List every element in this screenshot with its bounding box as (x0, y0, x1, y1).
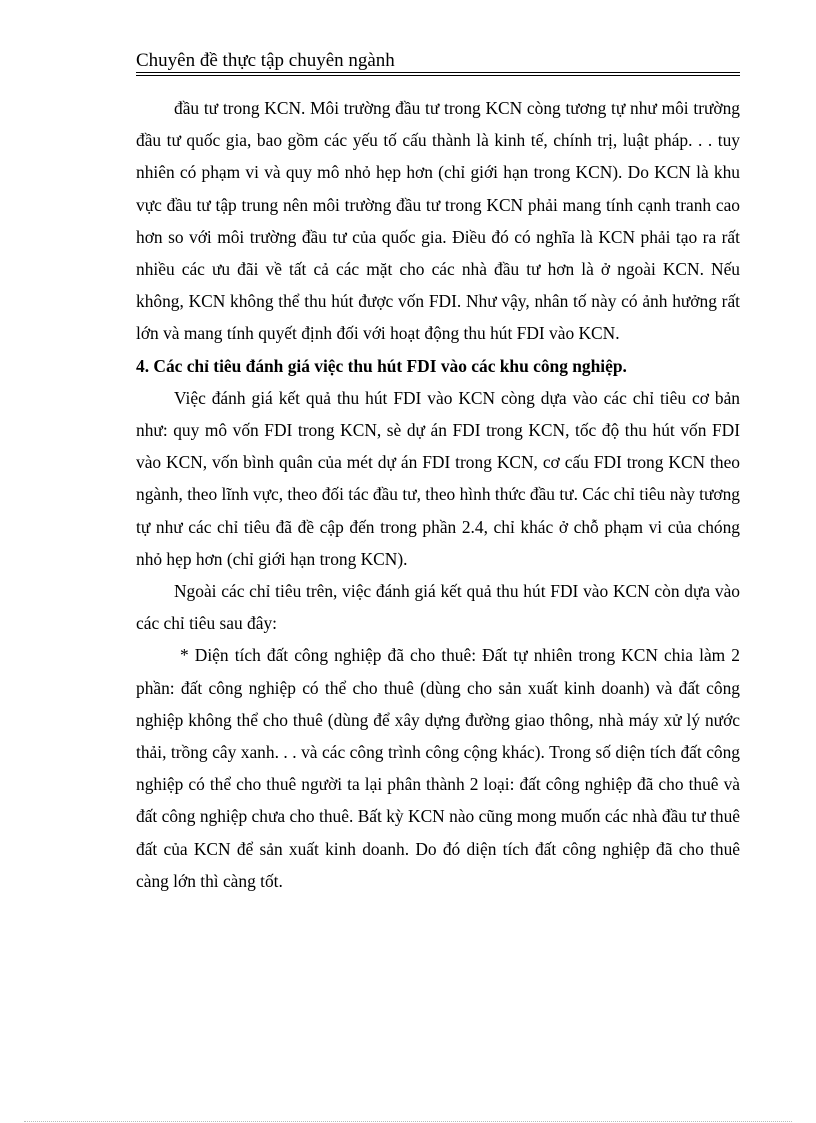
running-header: Chuyên đề thực tập chuyên ngành (136, 50, 395, 71)
section-heading: 4. Các chỉ tiêu đánh giá việc thu hút FDI vào các khu công nghiệp. (136, 355, 627, 376)
paragraph-leased-land: * Diện tích đất công nghiệp đã cho thuê: Đất tự nhiên trong KCN chia làm 2 phần: đất công nghiệp có thể cho thuê (dùng cho sản xuất kinh doanh) và đất công nghiệp không thể cho thuê (dùng để xây dựng đường giao thông, nhà máy xử lý nước thải, trồng cây xanh. . . và các công trình công cộng khác). Trong số diện tích đất công nghiệp có thể cho thuê người ta lại phân thành 2 loại: đất công nghiệp đã cho thuê và đất công nghiệp chưa cho thuê. Bất kỳ KCN nào cũng mong muốn các nhà đầu tư thuê đất của KCN để sản xuất kinh doanh. Do đó diện tích đất công nghiệp đã cho thuê càng lớn thì càng tốt. (136, 645, 740, 891)
document-body (136, 92, 740, 897)
page-bottom-border (24, 1121, 792, 1122)
paragraph-additional-indicators: Ngoài các chỉ tiêu trên, việc đánh giá kết quả thu hút FDI vào KCN còn dựa vào các chỉ tiêu sau đây: (136, 581, 740, 634)
paragraph-continuation: đầu tư trong KCN. Môi trường đầu tư trong KCN còng tương tự như môi trường đầu tư quốc gia, bao gồm các yếu tố cấu thành là kinh tế, chính trị, luật pháp. . . tuy nhiên có phạm vi và quy mô nhỏ hẹp hơn (chỉ giới hạn trong KCN). Do KCN là khu vực đầu tư tập trung nên môi trường đầu tư trong KCN phải mang tính cạnh tranh cao hơn so với môi trường đầu tư của quốc gia. Điều đó có nghĩa là KCN phải tạo ra rất nhiều các ưu đãi về tất cả các mặt cho các nhà đầu tư hơn là ở ngoài KCN. Nếu không, KCN không thể thu hút được vốn FDI. Như vậy, nhân tố này có ảnh hưởng rất lớn và mang tính quyết định đối với hoạt động thu hút FDI vào KCN. (136, 98, 740, 344)
header-rule-top (136, 72, 740, 73)
paragraph-indicators: Việc đánh giá kết quả thu hút FDI vào KCN còng dựa vào các chỉ tiêu cơ bản như: quy mô vốn FDI trong KCN, sè dự án FDI trong KCN, tốc độ thu hút vốn FDI vào KCN, vốn bình quân của mét dự án FDI trong KCN, cơ cấu FDI trong KCN theo ngành, theo lĩnh vực, theo đối tác đầu tư, theo hình thức đầu tư. Các chỉ tiêu này tương tự như các chỉ tiêu đã đề cập đến trong phần 2.4, chỉ khác ở chỗ phạm vi của chóng nhỏ hẹp hơn (chỉ giới hạn trong KCN). (136, 387, 740, 569)
header-rule-bottom (136, 75, 740, 76)
